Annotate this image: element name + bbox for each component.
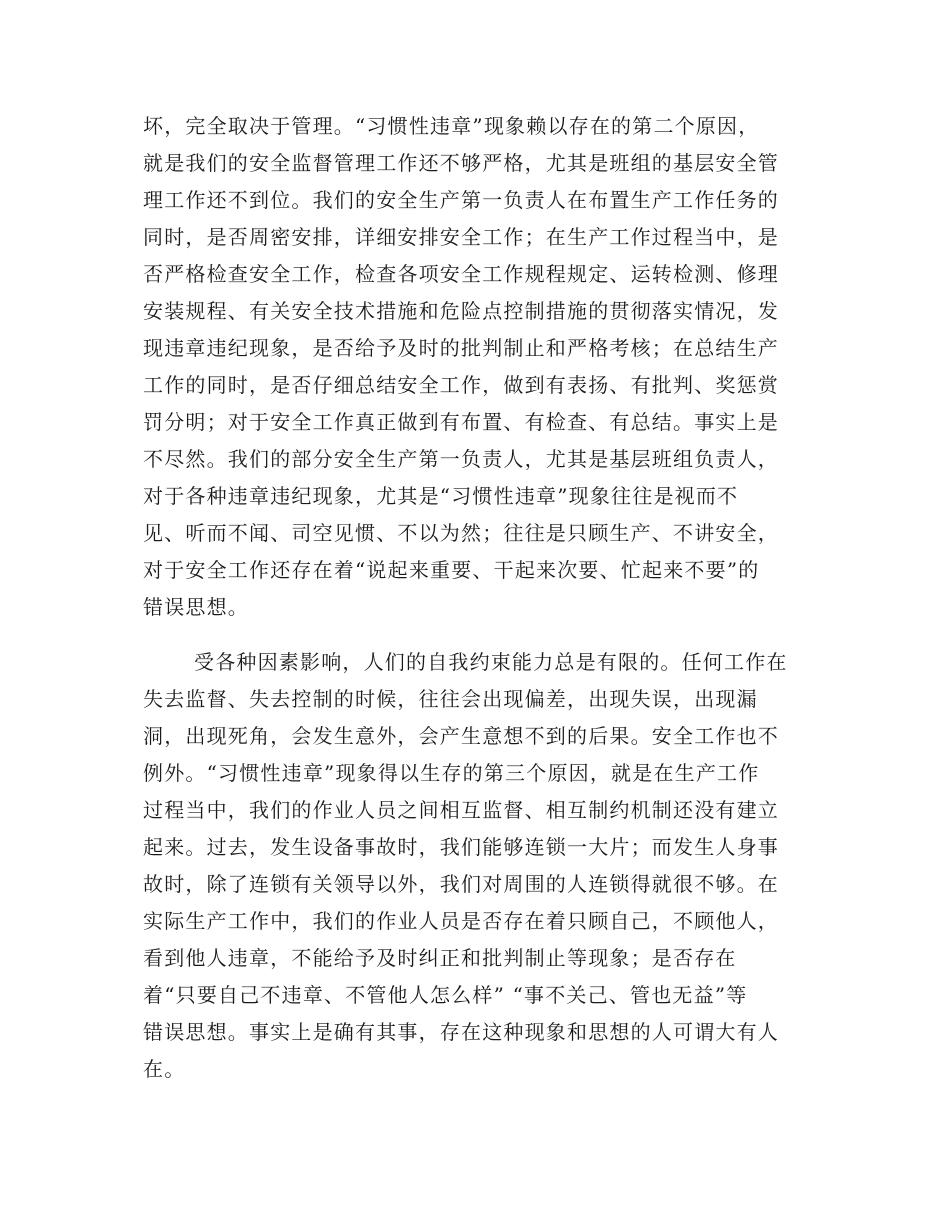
text-line: 例外。“习惯性违章”现象得以生存的第三个原因，就是在生产工作 bbox=[143, 761, 760, 785]
text-line: 错误思想。事实上是确有其事，存在这种现象和思想的人可谓大有人 bbox=[143, 1020, 779, 1044]
text-line: 不尽然。我们的部分安全生产第一负责人，尤其是基层班组负责人， bbox=[143, 447, 779, 471]
text-line: 对于各种违章违纪现象，尤其是“习惯性违章”现象往往是视而不 bbox=[143, 484, 739, 508]
text-line: 失去监督、失去控制的时候，往往会出现偏差，出现失误，出现漏 bbox=[143, 687, 758, 711]
text-line: 过程当中，我们的作业人员之间相互监督、相互制约机制还没有建立 bbox=[143, 798, 779, 822]
text-line: 见、听而不闻、司空见惯、不以为然；往往是只顾生产、不讲安全， bbox=[143, 521, 779, 545]
text-line: 否严格检查安全工作，检查各项安全工作规程规定、运转检测、修理 bbox=[143, 262, 779, 286]
text-line: 着“只要自己不违章、不管他人怎么样” “事不关己、管也无益”等 bbox=[143, 983, 748, 1007]
text-line: 在。 bbox=[143, 1057, 186, 1081]
text-line: 起来。过去，发生设备事故时，我们能够连锁一大片；而发生人身事 bbox=[143, 835, 779, 859]
text-line: 对于安全工作还存在着“说起来重要、干起来次要、忙起来不要”的 bbox=[143, 558, 760, 582]
text-line: 安装规程、有关安全技术措施和危险点控制措施的贯彻落实情况，发 bbox=[143, 299, 779, 323]
text-line: 故时，除了连锁有关领导以外，我们对周围的人连锁得就很不够。在 bbox=[143, 872, 779, 896]
text-line: 坏，完全取决于管理。“习惯性违章”现象赖以存在的第二个原因， bbox=[143, 114, 760, 138]
text-line: 就是我们的安全监督管理工作还不够严格，尤其是班组的基层安全管 bbox=[143, 151, 779, 175]
text-line: 看到他人违章，不能给予及时纠正和批判制止等现象；是否存在 bbox=[143, 946, 737, 970]
text-line: 实际生产工作中，我们的作业人员是否存在着只顾自己，不顾他人， bbox=[143, 909, 779, 933]
text-line: 现违章违纪现象，是否给予及时的批判制止和严格考核；在总结生产 bbox=[143, 336, 779, 360]
text-line: 洞，出现死角，会发生意外，会产生意想不到的后果。安全工作也不 bbox=[143, 724, 779, 748]
text-line: 罚分明；对于安全工作真正做到有布置、有检查、有总结。事实上是 bbox=[143, 410, 779, 434]
text-line: 错误思想。 bbox=[143, 595, 249, 619]
text-line: 理工作还不到位。我们的安全生产第一负责人在布置生产工作任务的 bbox=[143, 188, 779, 212]
text-line: 工作的同时，是否仔细总结安全工作，做到有表扬、有批判、奖惩赏 bbox=[143, 373, 779, 397]
text-line: 受各种因素影响，人们的自我约束能力总是有限的。任何工作在 bbox=[194, 650, 788, 674]
text-line: 同时，是否周密安排，详细安排安全工作；在生产工作过程当中，是 bbox=[143, 225, 779, 249]
